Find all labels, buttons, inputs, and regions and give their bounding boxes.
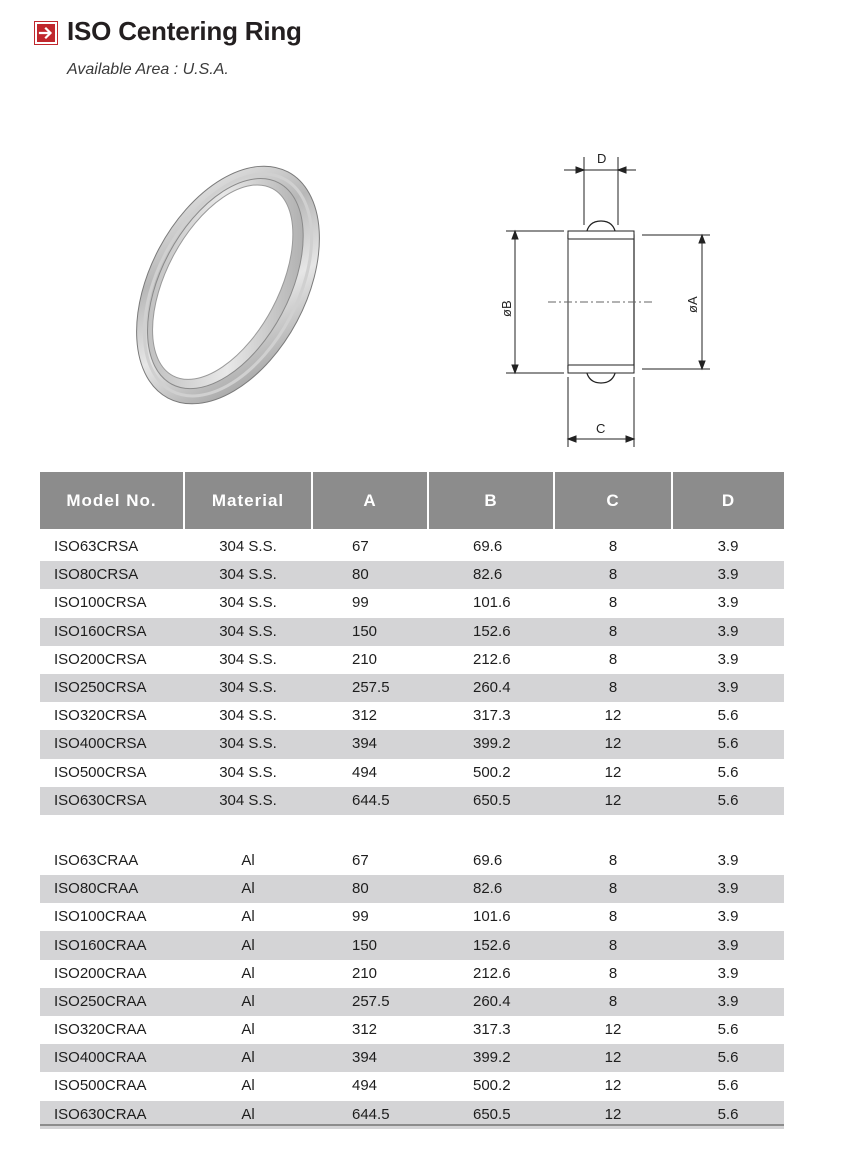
dim-label-b: øB [499,300,514,317]
cell-material: Al [184,931,312,959]
cell-d: 3.9 [672,903,784,931]
cell-material: Al [184,988,312,1016]
cell-model: ISO63CRAA [40,843,184,875]
table-row [40,1072,784,1100]
table-row [40,730,784,758]
cell-material: Al [184,1101,312,1129]
cell-a: 150 [312,618,428,646]
cell-model: ISO630CRAA [40,1101,184,1129]
spec-table [40,472,784,1129]
cell-a: 210 [312,960,428,988]
column-header-b: B [428,472,554,529]
column-header-a: A [312,472,428,529]
cell-material: Al [184,960,312,988]
cell-material: Al [184,1016,312,1044]
table-body [40,529,784,1129]
cell-model: ISO400CRAA [40,1044,184,1072]
cell-model: ISO250CRAA [40,988,184,1016]
cell-model: ISO160CRAA [40,931,184,959]
cell-d: 5.6 [672,702,784,730]
cell-b: 152.6 [428,618,554,646]
cell-c: 12 [554,787,672,815]
group-spacer [40,815,784,843]
cell-material: Al [184,1044,312,1072]
cell-d: 5.6 [672,1072,784,1100]
cell-material: 304 S.S. [184,674,312,702]
cell-a: 210 [312,646,428,674]
cell-model: ISO80CRAA [40,875,184,903]
cell-c: 8 [554,674,672,702]
table-row [40,1044,784,1072]
centering-ring-image [118,150,338,420]
table-row [40,759,784,787]
dim-label-a: øA [685,296,700,313]
table-header-row [40,472,784,529]
cell-c: 12 [554,702,672,730]
table-row [40,903,784,931]
table-row [40,931,784,959]
cell-a: 257.5 [312,988,428,1016]
cell-d: 3.9 [672,988,784,1016]
cell-d: 3.9 [672,875,784,903]
cell-b: 69.6 [428,843,554,875]
page-title: ISO Centering Ring [67,16,302,46]
cell-model: ISO320CRAA [40,1016,184,1044]
cell-a: 80 [312,561,428,589]
cell-b: 101.6 [428,589,554,617]
cell-material: Al [184,843,312,875]
cell-model: ISO160CRSA [40,618,184,646]
cell-c: 12 [554,730,672,758]
cell-model: ISO500CRAA [40,1072,184,1100]
cell-b: 260.4 [428,988,554,1016]
cell-b: 650.5 [428,787,554,815]
cell-b: 260.4 [428,674,554,702]
cell-model: ISO630CRSA [40,787,184,815]
cell-a: 312 [312,702,428,730]
dim-label-c: C [596,421,606,436]
cell-a: 494 [312,759,428,787]
table-row [40,702,784,730]
cell-b: 317.3 [428,1016,554,1044]
table-row [40,589,784,617]
cell-c: 8 [554,843,672,875]
cell-d: 3.9 [672,674,784,702]
cell-d: 5.6 [672,730,784,758]
cell-d: 3.9 [672,589,784,617]
cell-d: 3.9 [672,843,784,875]
cell-material: 304 S.S. [184,618,312,646]
cell-c: 8 [554,646,672,674]
table-row [40,1016,784,1044]
cell-a: 394 [312,730,428,758]
cell-b: 317.3 [428,702,554,730]
cell-model: ISO80CRSA [40,561,184,589]
cell-c: 8 [554,529,672,561]
cell-c: 8 [554,561,672,589]
cell-b: 500.2 [428,1072,554,1100]
cell-d: 3.9 [672,529,784,561]
cell-model: ISO63CRSA [40,529,184,561]
cell-c: 12 [554,1016,672,1044]
table-row [40,529,784,561]
table-row [40,674,784,702]
table-row [40,561,784,589]
cell-c: 8 [554,875,672,903]
cell-c: 12 [554,759,672,787]
cell-c: 8 [554,903,672,931]
cell-material: 304 S.S. [184,702,312,730]
cell-a: 644.5 [312,1101,428,1129]
page-subtitle: Available Area : U.S.A. [67,61,229,78]
cell-d: 3.9 [672,931,784,959]
cell-material: 304 S.S. [184,529,312,561]
cell-b: 69.6 [428,529,554,561]
cell-d: 3.9 [672,618,784,646]
cell-material: Al [184,903,312,931]
cell-material: 304 S.S. [184,730,312,758]
cell-a: 394 [312,1044,428,1072]
cell-d: 3.9 [672,646,784,674]
cell-a: 644.5 [312,787,428,815]
table-bottom-rule [40,1124,784,1126]
cell-a: 80 [312,875,428,903]
column-header-model: Model No. [40,472,184,529]
cell-model: ISO100CRAA [40,903,184,931]
cell-b: 650.5 [428,1101,554,1129]
column-header-material: Material [184,472,312,529]
column-header-d: D [672,472,784,529]
cell-d: 5.6 [672,1016,784,1044]
cell-d: 5.6 [672,1044,784,1072]
cell-model: ISO200CRSA [40,646,184,674]
cell-c: 8 [554,960,672,988]
cell-model: ISO100CRSA [40,589,184,617]
cell-model: ISO320CRSA [40,702,184,730]
cell-b: 500.2 [428,759,554,787]
cell-b: 212.6 [428,960,554,988]
cell-material: Al [184,875,312,903]
arrow-right-box-icon [35,22,57,44]
table-row [40,618,784,646]
cell-a: 257.5 [312,674,428,702]
cell-a: 67 [312,843,428,875]
cell-d: 5.6 [672,759,784,787]
cell-a: 150 [312,931,428,959]
cell-c: 12 [554,1044,672,1072]
cell-b: 152.6 [428,931,554,959]
cell-b: 82.6 [428,561,554,589]
table-row [40,960,784,988]
cell-a: 99 [312,589,428,617]
cell-c: 8 [554,589,672,617]
cell-a: 67 [312,529,428,561]
cell-material: 304 S.S. [184,561,312,589]
table-row [40,843,784,875]
dim-label-d: D [597,151,607,166]
cell-d: 3.9 [672,960,784,988]
table-row [40,988,784,1016]
cell-material: 304 S.S. [184,589,312,617]
cell-model: ISO200CRAA [40,960,184,988]
cell-material: 304 S.S. [184,787,312,815]
cell-material: Al [184,1072,312,1100]
cell-model: ISO250CRSA [40,674,184,702]
cell-c: 8 [554,988,672,1016]
cell-material: 304 S.S. [184,646,312,674]
cell-c: 12 [554,1072,672,1100]
cell-a: 99 [312,903,428,931]
cell-b: 399.2 [428,730,554,758]
cell-material: 304 S.S. [184,759,312,787]
cell-b: 399.2 [428,1044,554,1072]
dimension-diagram [490,145,730,450]
cell-d: 3.9 [672,561,784,589]
cell-a: 494 [312,1072,428,1100]
cell-b: 212.6 [428,646,554,674]
cell-d: 5.6 [672,1101,784,1129]
cell-b: 82.6 [428,875,554,903]
table-row [40,787,784,815]
cell-c: 8 [554,618,672,646]
cell-model: ISO500CRSA [40,759,184,787]
cell-b: 101.6 [428,903,554,931]
table-row [40,875,784,903]
cell-model: ISO400CRSA [40,730,184,758]
cell-c: 8 [554,931,672,959]
column-header-c: C [554,472,672,529]
cell-d: 5.6 [672,787,784,815]
table-row [40,646,784,674]
cell-c: 12 [554,1101,672,1129]
cell-a: 312 [312,1016,428,1044]
